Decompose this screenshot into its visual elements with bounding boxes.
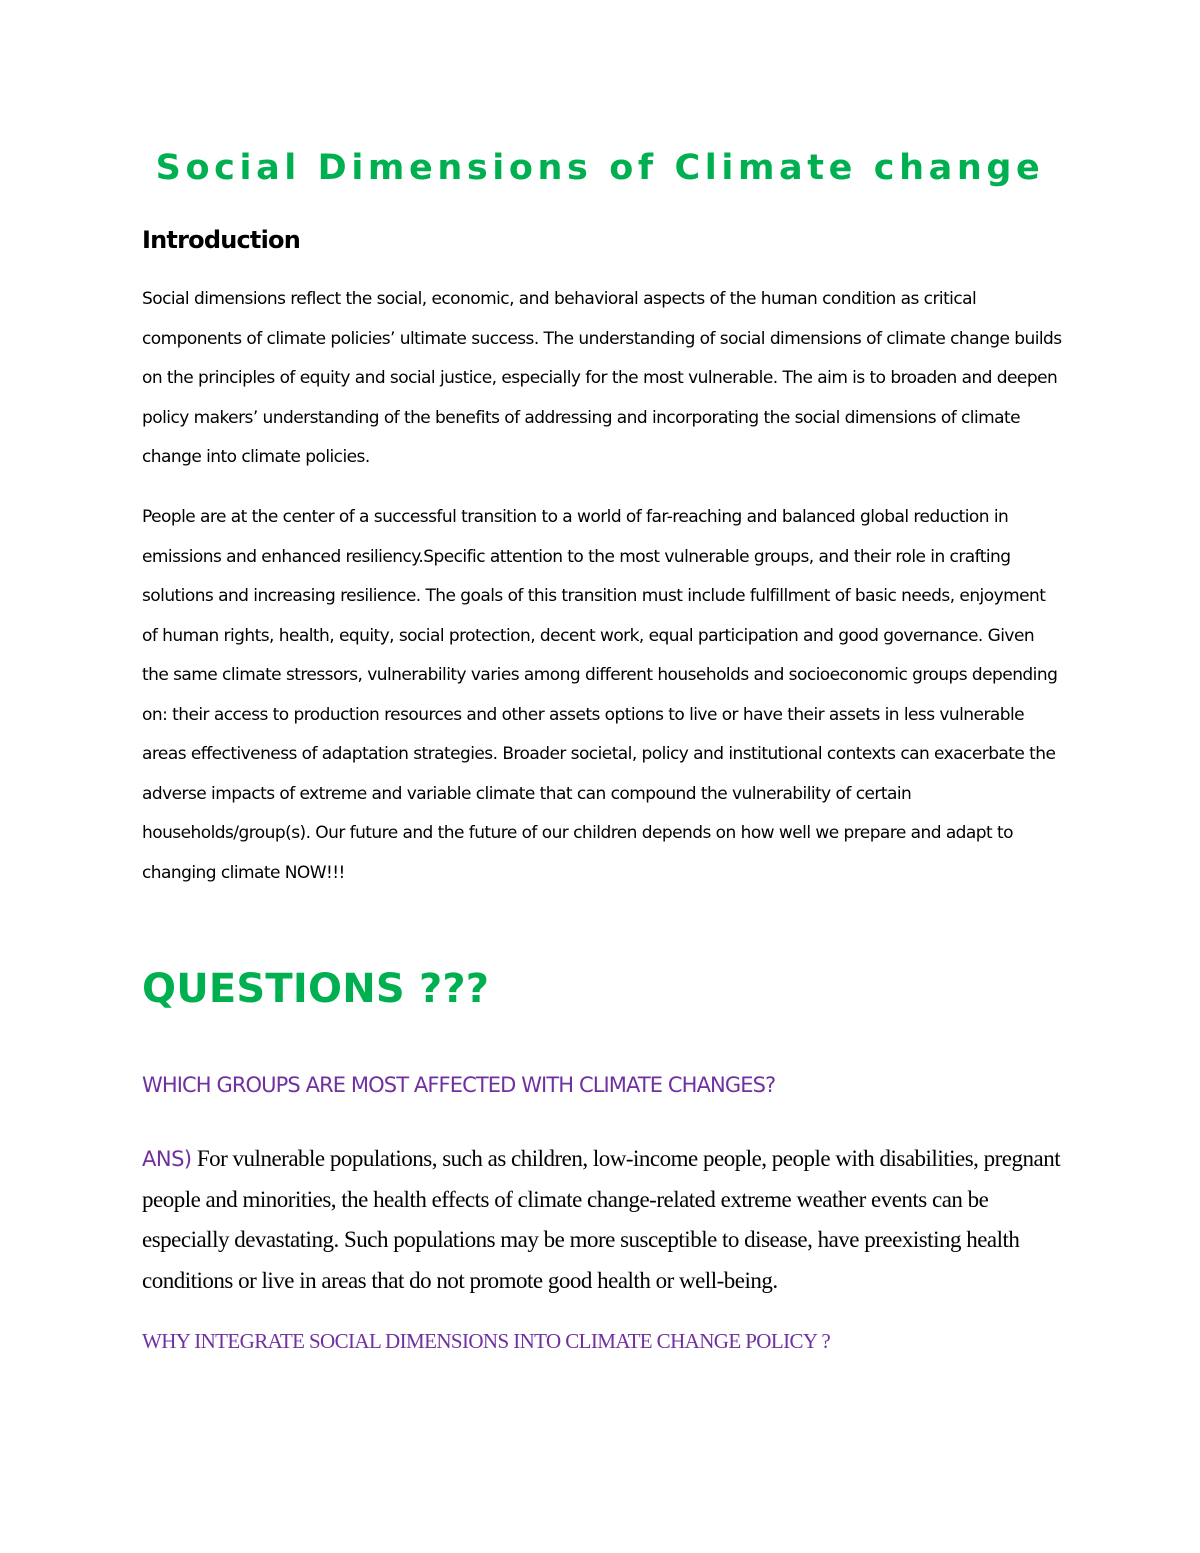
question-2: WHY INTEGRATE SOCIAL DIMENSIONS INTO CLIMATE CHANGE POLICY ? — [142, 1329, 831, 1353]
introduction-heading: Introduction — [142, 226, 300, 254]
intro-paragraph-1: Social dimensions reflect the social, economic, and behavioral aspects of the human condition as critical components of climate policies’ ultimate success. The understanding of social dimensions of climate change builds on the principles of equity and social justice, especially for the most vulnerable. The aim is to broaden and deepen policy makers’ understanding of the benefits of addressing and incorporating the social dimensions of climate change into climate policies. — [142, 289, 1062, 467]
answer-1-text: For vulnerable populations, such as children, low-income people, people with disabilities, pregnant people and minorities, the health effects of climate change-related extreme weather events can be especially devastating. Such populations may be more susceptible to disease, have preexisting health conditions or live in areas that do not promote good health or well-being. — [142, 1146, 1061, 1293]
document-title: Social Dimensions of Climate change — [155, 148, 1045, 188]
questions-heading: QUESTIONS ??? — [142, 966, 490, 1012]
intro-paragraph-2: People are at the center of a successful transition to a world of far-reaching and balanced global reduction in emissions and enhanced resiliency.Specific attention to the most vulnerable groups, and their role in crafting solutions and increasing resilience. The goals of this transition must include fulfillment of basic needs, enjoyment of human rights, health, equity, social protection, decent work, equal participation and good governance. Given the same climate stressors, vulnerability varies among different households and socioeconomic groups depending on: their access to production resources and other assets options to live or have their assets in less vulnerable areas effectiveness of adaptation strategies. Broader societal, policy and institutional contexts can exacerbate the adverse impacts of extreme and variable climate that can compound the vulnerability of certain households/group(s). Our future and the future of our children depends on how well we prepare and adapt to changing climate NOW!!! — [142, 507, 1058, 883]
question-1: WHICH GROUPS ARE MOST AFFECTED WITH CLIMATE CHANGES? — [142, 1073, 776, 1097]
answer-1 — [142, 1139, 1072, 1301]
answer-label: ANS) — [142, 1147, 192, 1171]
